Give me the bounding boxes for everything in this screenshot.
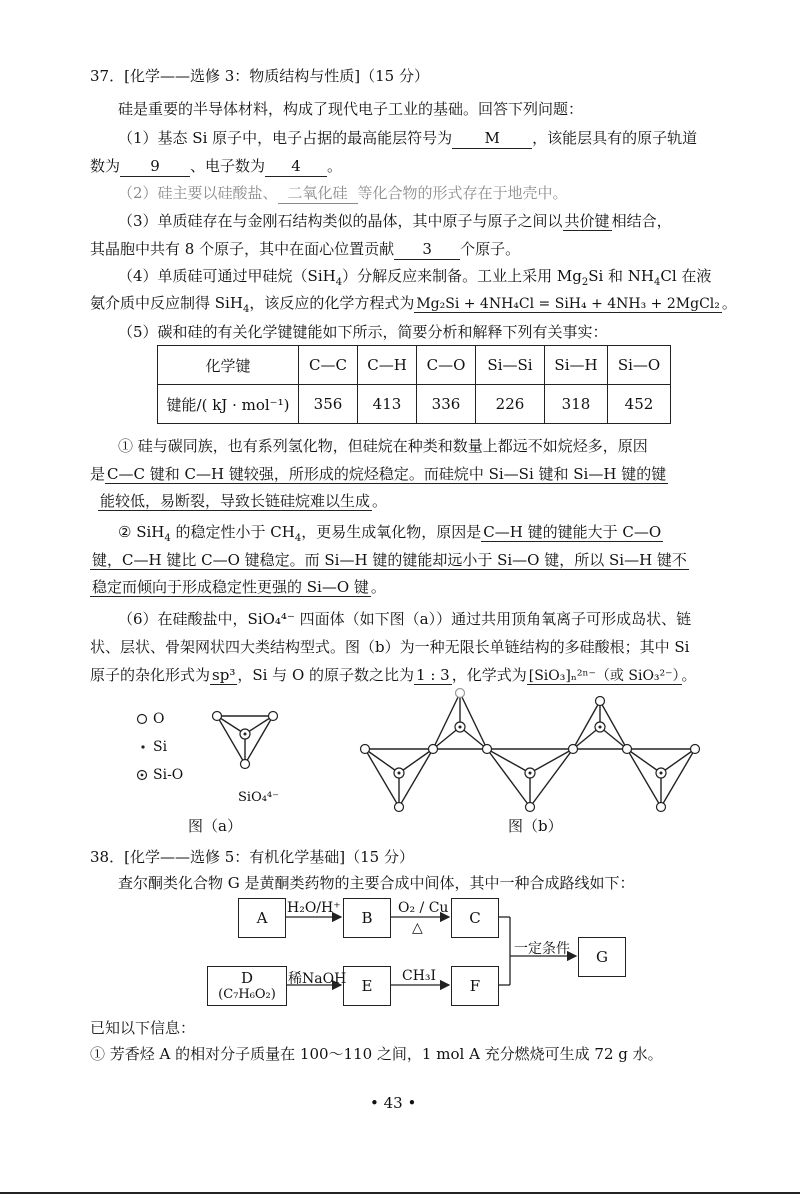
answer-c1-part2: 能较低，易断裂，导致长链硅烷难以生成 <box>100 492 371 510</box>
table-cell: 413 <box>358 385 417 424</box>
table-header-label: 化学键 <box>158 346 299 385</box>
table-cell: 356 <box>299 385 358 424</box>
legend-label-o: O <box>153 711 165 727</box>
table-cell: 226 <box>476 385 545 424</box>
arrow-label-de: 稀NaOH <box>288 971 347 987</box>
answer-formula: [SiO₃]ₙ²ⁿ⁻（或 SiO₃²⁻） <box>528 668 680 684</box>
table-cell: C—H <box>358 346 417 385</box>
q37-c1-line3: 能较低，易断裂，导致长链硅烷难以生成 。 <box>100 492 388 510</box>
table-row-label: 键能/( kJ · mol⁻¹) <box>158 385 299 424</box>
table-cell: Si—H <box>545 346 608 385</box>
arrow-label-ab: H₂O/H⁺ <box>287 900 341 916</box>
compound-g-box: G <box>578 937 626 977</box>
table-row <box>158 346 671 385</box>
answer-blank-M: M <box>452 128 532 149</box>
sio-legend-icon <box>136 769 148 781</box>
figure-b-chain <box>355 685 755 815</box>
q37-intro: 硅是重要的半导体材料，构成了现代电子工业的基础。回答下列问题： <box>118 100 584 118</box>
table-row <box>158 385 671 424</box>
arrow-label-bc-bottom: △ <box>412 920 423 936</box>
compound-b-box: B <box>343 898 391 938</box>
answer-blank-orbitals: 9 <box>120 156 190 177</box>
oxygen-legend-icon <box>136 713 148 725</box>
figure-a-ion-label: SiO₄⁴⁻ <box>238 790 280 805</box>
q37-p1-line2: 数为 9 、电子数为 4 。 <box>90 157 343 175</box>
answer-c2-part3: 稳定而倾向于形成稳定性更强的 Si—O 键 <box>92 578 369 596</box>
compound-e-box: E <box>343 966 391 1006</box>
table-cell: Si—O <box>608 346 671 385</box>
compound-c-box: C <box>451 898 499 938</box>
q37-c2-line2 <box>90 550 689 570</box>
page-number: • 43 • <box>370 1094 417 1112</box>
answer-c2-part1: C—H 键的键能大于 C—O <box>483 523 662 541</box>
compound-a-box: A <box>238 898 286 938</box>
table-cell: 336 <box>417 385 476 424</box>
answer-blank-face: 3 <box>394 239 460 260</box>
q37-p3-line2: 其晶胞中共有 8 个原子，其中在面心位置贡献 3 个原子。 <box>90 240 521 258</box>
q37-p3-line1: （3）单质硅存在与金刚石结构类似的晶体，其中原子与原子之间以 共价键 相结合， <box>118 212 672 230</box>
table-cell: 318 <box>545 385 608 424</box>
q38-known: 已知以下信息： <box>90 1019 196 1037</box>
legend-label-si: Si <box>153 739 168 755</box>
answer-c1-part1: C—C 键和 C—H 键较强，所形成的烷烃稳定。而硅烷中 Si—Si 键和 Si—H 键的键 <box>107 465 667 483</box>
compound-d-formula: (C₇H₆O₂) <box>218 987 276 1002</box>
answer-equation: Mg₂Si + 4NH₄Cl = SiH₄ + 4NH₃ + 2MgCl₂ <box>416 296 720 312</box>
q37-p6-line1: （6）在硅酸盐中，SiO₄⁴⁻ 四面体（如下图（a））通过共用顶角氧离子可形成岛状、链 <box>118 610 692 628</box>
arrow-label-cg: 一定条件 <box>514 941 570 957</box>
q37-p4-line1: （4）单质硅可通过甲硅烷（SiH$_4$）分解反应来制备。工业上采用 $Mg_2Si$ 和 $NH_4Cl$ 在液 <box>118 267 712 288</box>
q38-intro: 查尔酮类化合物 G 是黄酮类药物的主要合成中间体，其中一种合成路线如下： <box>118 874 635 892</box>
q37-p1-line1: （1）基态 Si 原子中，电子占据的最高能层符号为 M ，该能层具有的原子轨道 <box>118 129 698 147</box>
q38-title: 38．[化学——选修 5：有机化学基础]（15 分） <box>90 848 414 866</box>
table-cell: Si—Si <box>476 346 545 385</box>
q37-p4-line2: 氨介质中反应制得 SiH$_4$，该反应的化学方程式为 Mg₂Si + 4NH₄Cl = SiH₄ + 4NH₃ + 2MgCl₂ 。 <box>90 294 737 315</box>
q37-p5: （5）碳和硅的有关化学键键能如下所示，简要分析和解释下列有关事实： <box>118 323 608 341</box>
q37-p6-line3: 原子的杂化形式为 sp³ ，Si 与 O 的原子数之比为 1 : 3 ，化学式为 [SiO₃]ₙ²ⁿ⁻（或 SiO₃²⁻） 。 <box>90 666 697 684</box>
answer-c2-part2: 键，C—H 键比 C—O 键稳定。而 Si—H 键的键能却远小于 Si—O 键，所以 Si—H 键不 <box>92 551 687 569</box>
compound-f-box: F <box>451 966 499 1006</box>
silicon-legend-icon <box>139 743 147 751</box>
answer-ratio: 1 : 3 <box>416 666 450 684</box>
footer-divider <box>0 1192 800 1194</box>
table-cell: C—C <box>299 346 358 385</box>
q37-title: 37．[化学——选修 3：物质结构与性质]（15 分） <box>90 67 429 85</box>
q37-c1-line2: 是 C—C 键和 C—H 键较强，所形成的烷烃稳定。而硅烷中 Si—Si 键和 Si—H 键的键 <box>90 465 667 483</box>
q37-p2: （2）硅主要以硅酸盐、 二氧化硅 等化合物的形式存在于地壳中。 <box>118 184 568 202</box>
table-cell: C—O <box>417 346 476 385</box>
answer-blank-covalent: 共价键 <box>564 212 610 230</box>
figure-b-caption: 图（b） <box>508 817 563 835</box>
q37-c2-line1: ② SiH$_4$ 的稳定性小于 $CH_4$，更易生成氧化物，原因是 C—H 键的键能大于 C—O <box>118 523 662 544</box>
arrow-label-bc-top: O₂ / Cu <box>398 900 449 916</box>
bond-energy-table <box>157 345 671 424</box>
q37-c1-line1: ① 硅与碳同族，也有系列氢化物，但硅烷在种类和数量上都远不如烷烃多，原因 <box>118 437 648 455</box>
legend-label-sio: Si-O <box>153 767 184 783</box>
q37-c2-line3: 稳定而倾向于形成稳定性更强的 Si—O 键 。 <box>92 578 386 596</box>
answer-blank-electrons: 4 <box>265 156 327 177</box>
q37-p6-line2: 状、层状、骨架网状四大类结构型式。图（b）为一种无限长单链结构的多硅酸根；其中 Si <box>90 638 690 656</box>
compound-d-label: D <box>240 969 254 987</box>
answer-blank-sio2: 二氧化硅 <box>278 183 358 204</box>
arrow-label-ef: CH₃I <box>402 968 437 984</box>
q38-info1: ① 芳香烃 A 的相对分子质量在 100～110 之间，1 mol A 充分燃烧可生成 72 g 水。 <box>90 1045 663 1063</box>
answer-hybrid: sp³ <box>212 666 236 684</box>
table-cell: 452 <box>608 385 671 424</box>
figure-a-caption: 图（a） <box>188 817 242 835</box>
figure-a-tetrahedron <box>205 700 285 792</box>
